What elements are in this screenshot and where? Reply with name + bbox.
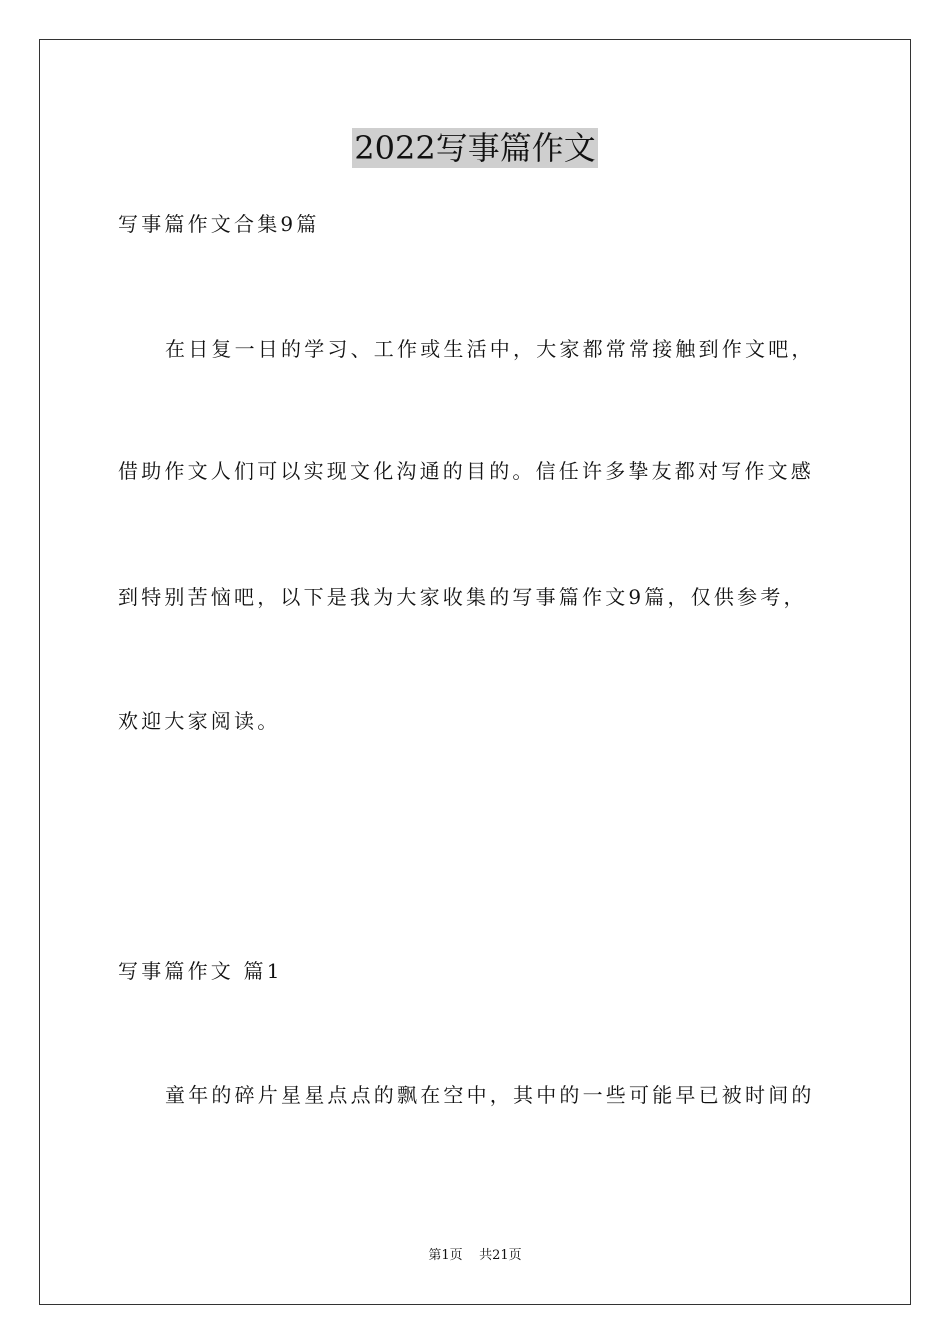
intro-line-2: 借助作文人们可以实现文化沟通的目的。信任许多挚友都对写作文感 bbox=[118, 459, 814, 483]
page-number-footer: 第1页 共21页 bbox=[428, 1248, 522, 1263]
document-subtitle: 写事篇作文合集9篇 bbox=[118, 212, 320, 236]
title-container bbox=[0, 128, 950, 168]
section-line-1: 童年的碎片星星点点的飘在空中，其中的一些可能早已被时间的 bbox=[165, 1083, 815, 1107]
intro-line-1: 在日复一日的学习、工作或生活中，大家都常常接触到作文吧， bbox=[165, 337, 815, 361]
intro-line-4: 欢迎大家阅读。 bbox=[118, 709, 281, 733]
document-title: 2022写事篇作文 bbox=[354, 129, 596, 167]
intro-line-3: 到特别苦恼吧，以下是我为大家收集的写事篇作文9篇，仅供参考， bbox=[118, 585, 807, 609]
section-heading: 写事篇作文 篇1 bbox=[118, 959, 283, 983]
